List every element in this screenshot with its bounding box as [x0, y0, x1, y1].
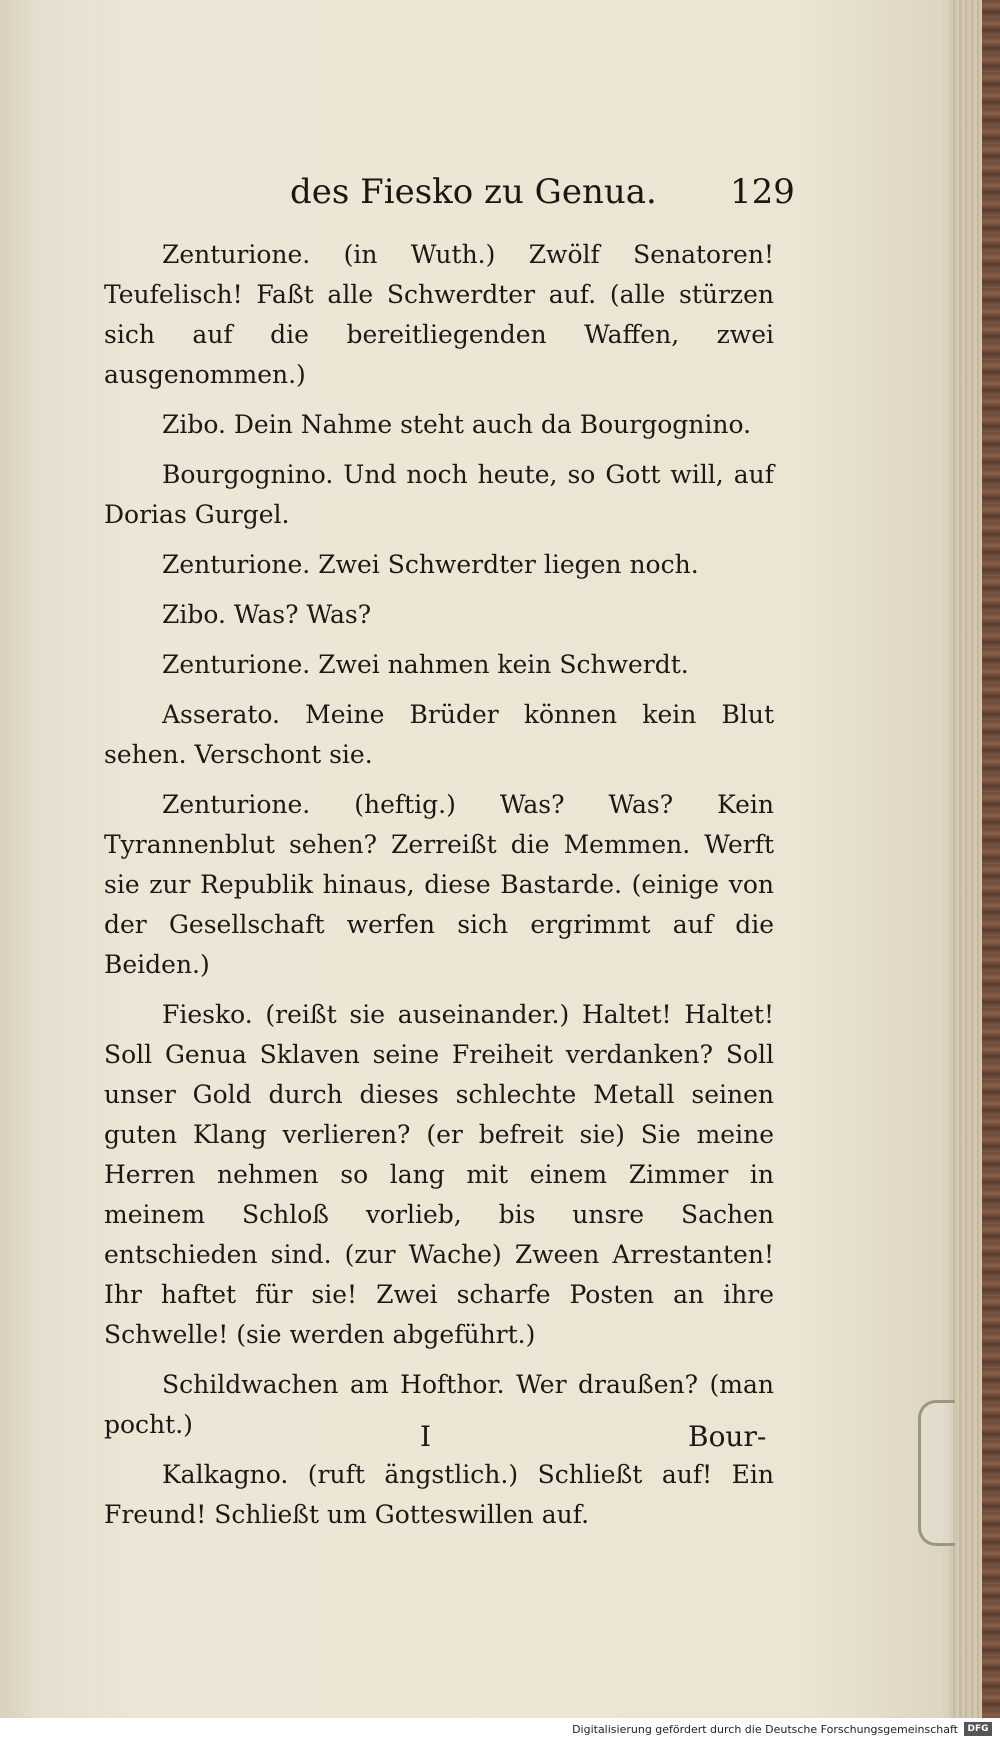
book-cover-edge — [982, 0, 1000, 1718]
paragraph: Schildwachen am Hofthor. Wer draußen? (man pocht.) — [104, 1370, 774, 1439]
paragraph: Zenturione. Zwei Schwerdter liegen noch. — [162, 550, 699, 579]
digitization-footer — [0, 1718, 1000, 1743]
paragraph: Zibo. Dein Nahme steht auch da Bourgognino. — [162, 410, 752, 439]
paragraph: Bourgognino. Und noch heute, so Gott will, auf Dorias Gurgel. — [104, 460, 774, 529]
running-header: des Fiesko zu Genua. — [290, 172, 657, 212]
catchword: Bour- — [688, 1420, 767, 1453]
paragraph: Zenturione. (heftig.) Was? Was? Kein Tyrannenblut sehen? Zerreißt die Memmen. Werft sie zur Republik hinaus, diese Bastarde. (einige von der Gesellschaft werfen sich ergrimmt auf die Beiden.) — [104, 790, 774, 979]
body-text — [104, 235, 774, 1545]
page-number: 129 — [730, 172, 795, 212]
paragraph: Asserato. Meine Brüder können kein Blut sehen. Verschont sie. — [104, 700, 774, 769]
paragraph: Zenturione. Zwei nahmen kein Schwerdt. — [162, 650, 689, 679]
paragraph: Zenturione. (in Wuth.) Zwölf Senatoren! Teufelisch! Faßt alle Schwerdter auf. (alle stürzen sich auf die bereitliegenden Waffen, zwei ausgenommen.) — [104, 240, 774, 389]
paragraph: Kalkagno. (ruft ängstlich.) Schließt auf! Ein Freund! Schließt um Gotteswillen auf. — [104, 1460, 774, 1529]
dfg-logo: DFG — [964, 1722, 992, 1736]
paragraph: Fiesko. (reißt sie auseinander.) Haltet! Haltet! Soll Genua Sklaven seine Freiheit verdanken? Soll unser Gold durch dieses schlechte Metall seinen guten Klang verlieren? (er befreit sie) Sie meine Herren nehmen so lang mit einem Zimmer in meinem Schloß vorlieb, bis unsre Sachen entschieden sind. (zur Wache) Zween Arrestanten! Ihr haftet für sie! Zwei scharfe Posten an ihre Schwelle! (sie werden abgeführt.) — [104, 1000, 774, 1349]
page-clip — [918, 1400, 955, 1546]
digitization-note: Digitalisierung gefördert durch die Deutsche Forschungsgemeinschaft — [572, 1723, 958, 1736]
paragraph: Zibo. Was? Was? — [162, 600, 372, 629]
signature-mark: I — [420, 1420, 432, 1453]
